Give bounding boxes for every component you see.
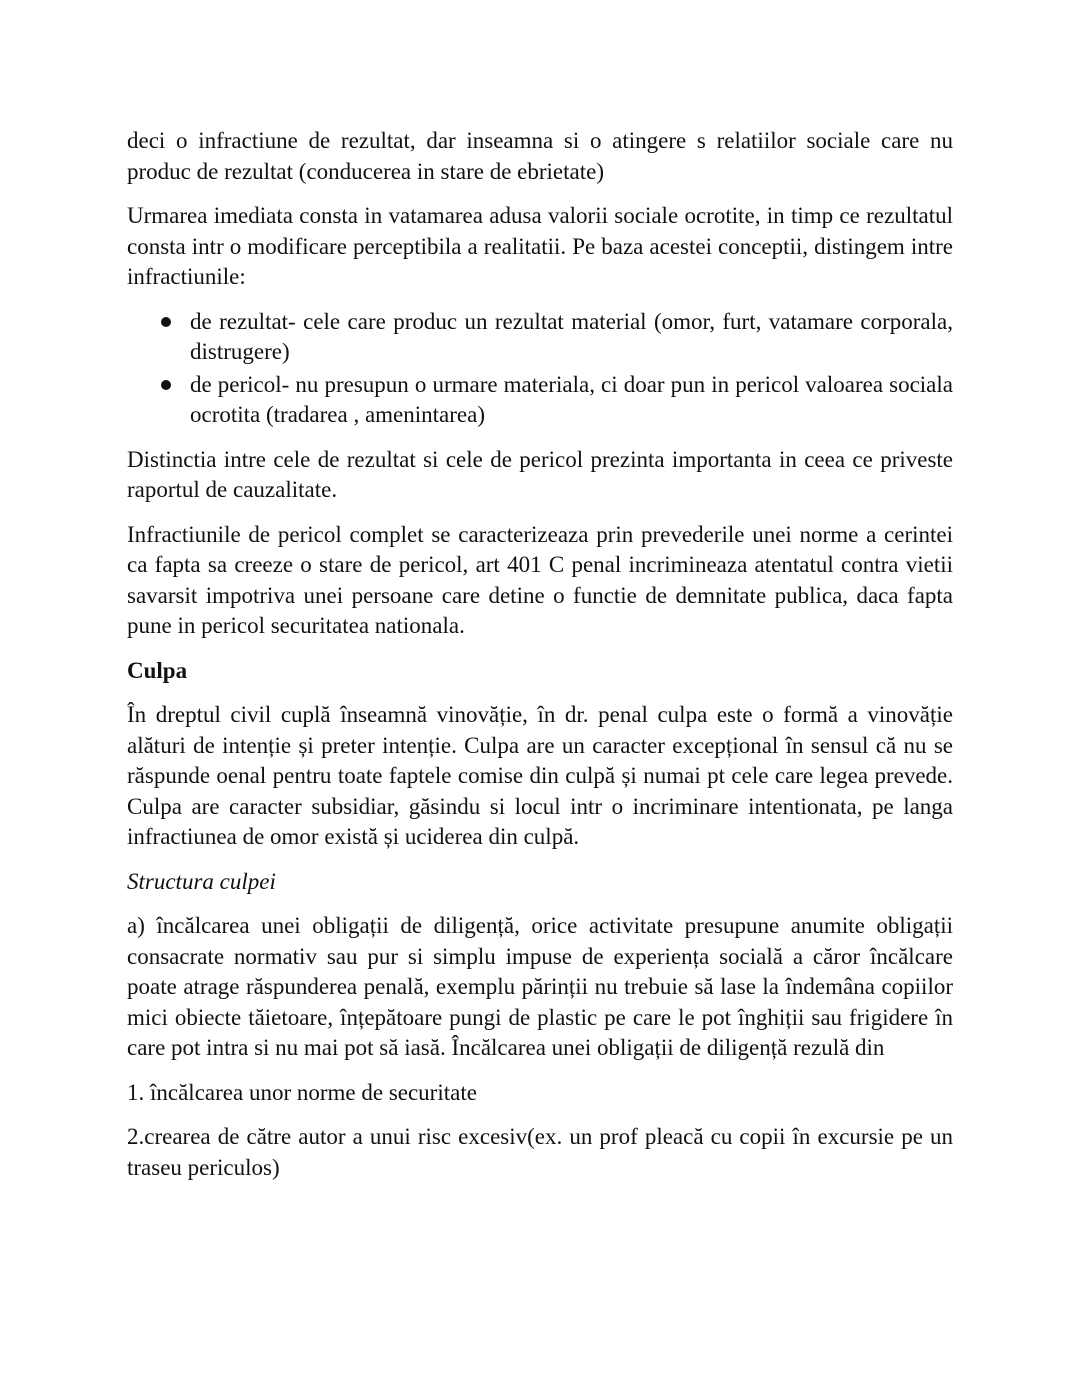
subheading-structura-culpei: Structura culpei: [127, 868, 276, 894]
paragraph-distinction: Distinctia intre cele de rezultat si cele de pericol prezinta importanta in ceea ce priveste raportul de cauzalitate.: [127, 446, 953, 502]
list-item-text: de pericol- nu presupun o urmare materiala, ci doar pun in pericol valoarea sociala ocrotita (tradarea , amenintarea): [190, 371, 953, 427]
paragraph-excessive-risk: 2.crearea de către autor a unui risc excesiv(ex. un prof pleacă cu copii în excursie pe un traseu periculos): [127, 1124, 953, 1180]
paragraph-diligence-obligation: a) încălcarea unei obligații de diligență, orice activitate presupune anumite obligații consacrate normativ sau pur si simplu impuse de experiența socială a căror încălcare poate atrage răspunderea penală, exemplu părinții nu trebuie să lase la îndemâna copiilor mici obiecte tăietoare, înțepătoare pungi de plastic pe care le pot înghiții sau frigidere în care pot intra si nu mai pot să iasă. Încălcarea unei obligații de diligență rezulă din: [127, 913, 953, 1060]
bullet-icon: [161, 380, 171, 390]
list-item: [127, 370, 953, 431]
paragraph-danger-offenses: Infractiunile de pericol complet se caracterizeaza prin prevederile unei norme a cerintei ca fapta sa creeze o stare de pericol, art 401 C penal incrimineaza atentatul contra vietii savarsit impotriva unei persoane care detine o functie de demnitate publica, daca fapta pune in pericol securitatea nationala.: [127, 521, 953, 638]
paragraph-security-norms: 1. încălcarea unor norme de securitate: [127, 1079, 477, 1105]
list-item: [127, 307, 953, 368]
bullet-icon: [161, 317, 171, 327]
paragraph-culpa-definition: În dreptul civil cuplă înseamnă vinovăție, în dr. penal culpa este o formă a vinovăție alături de intenție și preter intenție. Culpa are un caracter excepțional în sensul că nu se răspunde oenal pentru toate faptele comise din culpă și numai pt cele care legea prevede. Culpa are caracter subsidiar, găsindu si locul intr o incriminare intentionata, pe langa infractiunea de omor există și uciderea din culpă.: [127, 702, 953, 849]
document-page: [127, 126, 953, 1197]
paragraph-result-offense: deci o infractiune de rezultat, dar inseamna si o atingere s relatiilor sociale care nu produc de rezultat (conducerea in stare de ebrietate): [127, 128, 953, 184]
list-item-text: de rezultat- cele care produc un rezultat material (omor, furt, vatamare corporala, distrugere): [190, 308, 953, 364]
paragraph-immediate-consequence: Urmarea imediata consta in vatamarea adusa valorii sociale ocrotite, in timp ce rezultatul consta intr o modificare perceptibila a realitatii. Pe baza acestei conceptii, distingem intre infractiunile:: [127, 203, 953, 289]
offense-types-list: [127, 307, 953, 431]
section-heading-culpa: Culpa: [127, 657, 188, 683]
